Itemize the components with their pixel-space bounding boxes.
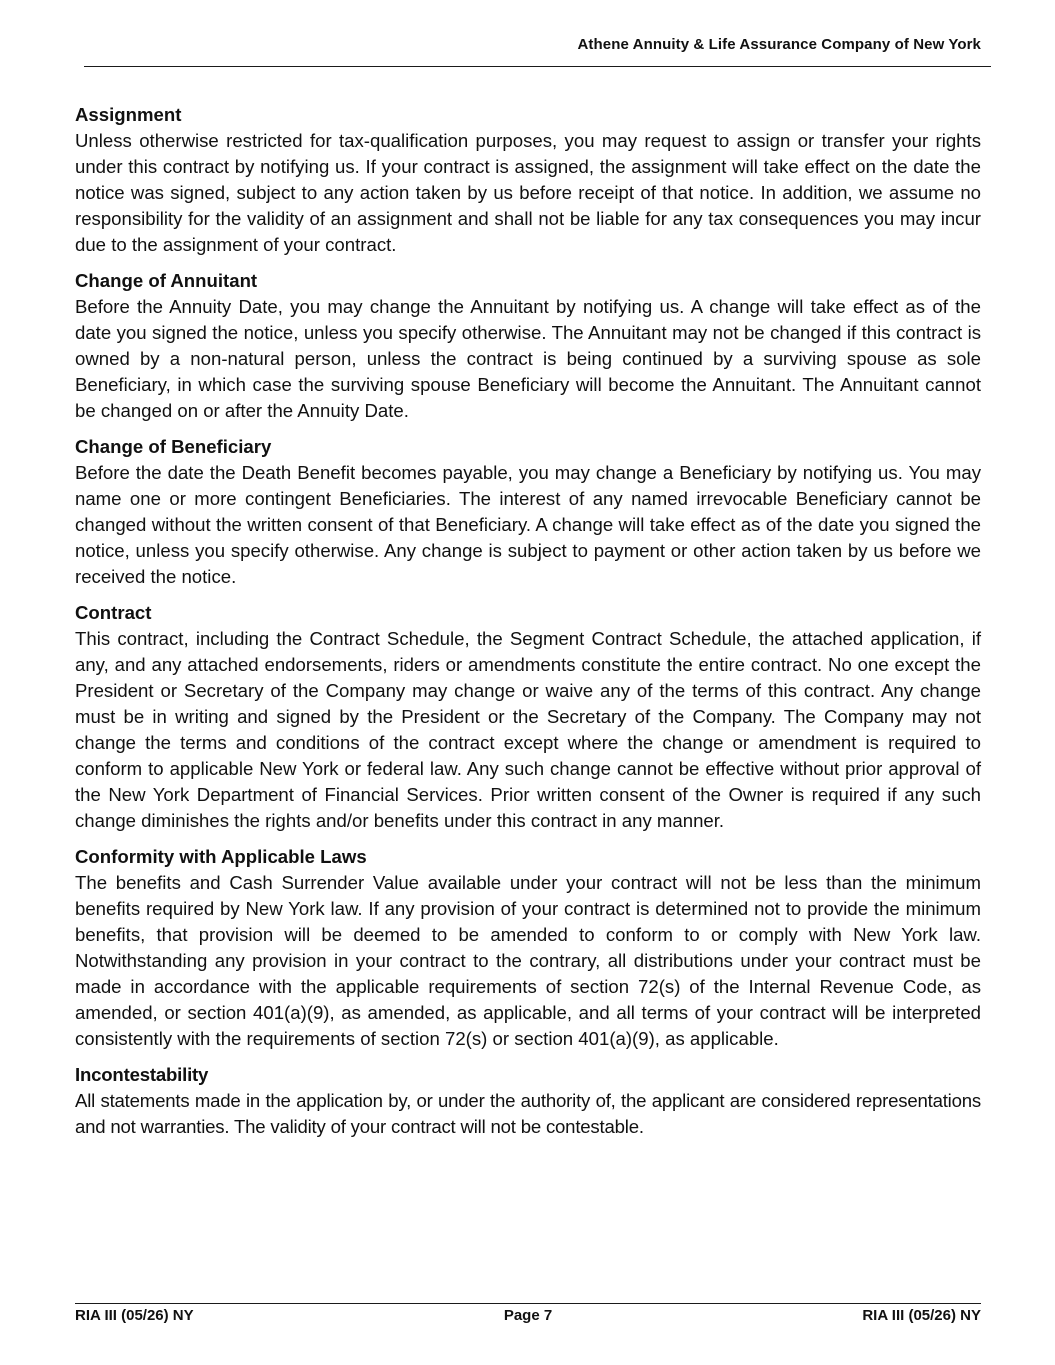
- page-header: [84, 36, 991, 67]
- section-paragraph: Before the date the Death Benefit becomes payable, you may change a Beneficiary by notifying us. You may name one or more contingent Beneficiaries. The interest of any named irrevocable Beneficiary cannot be changed without the written consent of that Beneficiary. A change will take effect as of the date you signed the notice, unless you specify otherwise. Any change is subject to payment or other action taken by us before we received the notice.: [75, 462, 981, 587]
- section-contract: [75, 600, 981, 834]
- section-assignment: [75, 102, 981, 258]
- page-number: Page 7: [503, 1307, 553, 1324]
- section-incontestability: [75, 1062, 981, 1140]
- section-heading: Contract: [75, 602, 152, 623]
- section-heading: Incontestability: [75, 1064, 209, 1085]
- form-number-left: RIA III (05/26) NY: [75, 1307, 194, 1324]
- document-body: [75, 102, 981, 1150]
- section-paragraph: The benefits and Cash Surrender Value available under your contract will not be less than the minimum benefits required by New York law. If any provision of your contract is determined not to provide the minimum benefits, that provision will be deemed to be amended to conform to or comply with New York law. Notwithstanding any provision in your contract to the contrary, all distributions under your contract must be made in accordance with the applicable requirements of section 72(s) of the Internal Revenue Code, as amended, or section 401(a)(9), as amended, as applicable, and all terms of your contract will be interpreted consistently with the requirements of section 72(s) or section 401(a)(9), as applicable.: [75, 872, 981, 1049]
- company-name: Athene Annuity & Life Assurance Company of New York: [577, 36, 981, 53]
- section-paragraph: All statements made in the application by, or under the authority of, the applicant are considered representations and not warranties. The validity of your contract will not be contestable.: [75, 1090, 981, 1137]
- section-heading: Change of Annuitant: [75, 270, 258, 291]
- section-paragraph: This contract, including the Contract Schedule, the Segment Contract Schedule, the attached application, if any, and any attached endorsements, riders or amendments constitute the entire contract. No one except the President or Secretary of the Company may change or waive any of the terms of this contract. Any change must be in writing and signed by the President or the Secretary of the Company. The Company may not change the terms and conditions of the contract except where the change or amendment is required to conform to applicable New York or federal law. Any such change cannot be effective without prior approval of the New York Department of Financial Services. Prior written consent of the Owner is required if any such change diminishes the rights and/or benefits under this contract in any manner.: [75, 628, 981, 831]
- section-heading: Conformity with Applicable Laws: [75, 846, 367, 867]
- section-heading: Change of Beneficiary: [75, 436, 272, 457]
- section-change-of-annuitant: [75, 268, 981, 424]
- page-footer: [75, 1303, 981, 1334]
- section-paragraph: Unless otherwise restricted for tax-qualification purposes, you may request to assign or transfer your rights under this contract by notifying us. If your contract is assigned, the assignment will take effect on the date the notice was signed, subject to any action taken by us before receipt of that notice. In addition, we assume no responsibility for the validity of an assignment and shall not be liable for any tax consequences you may incur due to the assignment of your contract.: [75, 130, 981, 255]
- section-heading: Assignment: [75, 104, 182, 125]
- section-change-of-beneficiary: [75, 434, 981, 590]
- form-number-right: RIA III (05/26) NY: [862, 1307, 981, 1324]
- section-paragraph: Before the Annuity Date, you may change the Annuitant by notifying us. A change will take effect as of the date you signed the notice, unless you specify otherwise. The Annuitant may not be changed if this contract is owned by a non-natural person, unless the contract is being continued by a surviving spouse as sole Beneficiary, in which case the surviving spouse Beneficiary will become the Annuitant. The Annuitant cannot be changed on or after the Annuity Date.: [75, 296, 981, 421]
- section-conformity-with-applicable-laws: [75, 844, 981, 1052]
